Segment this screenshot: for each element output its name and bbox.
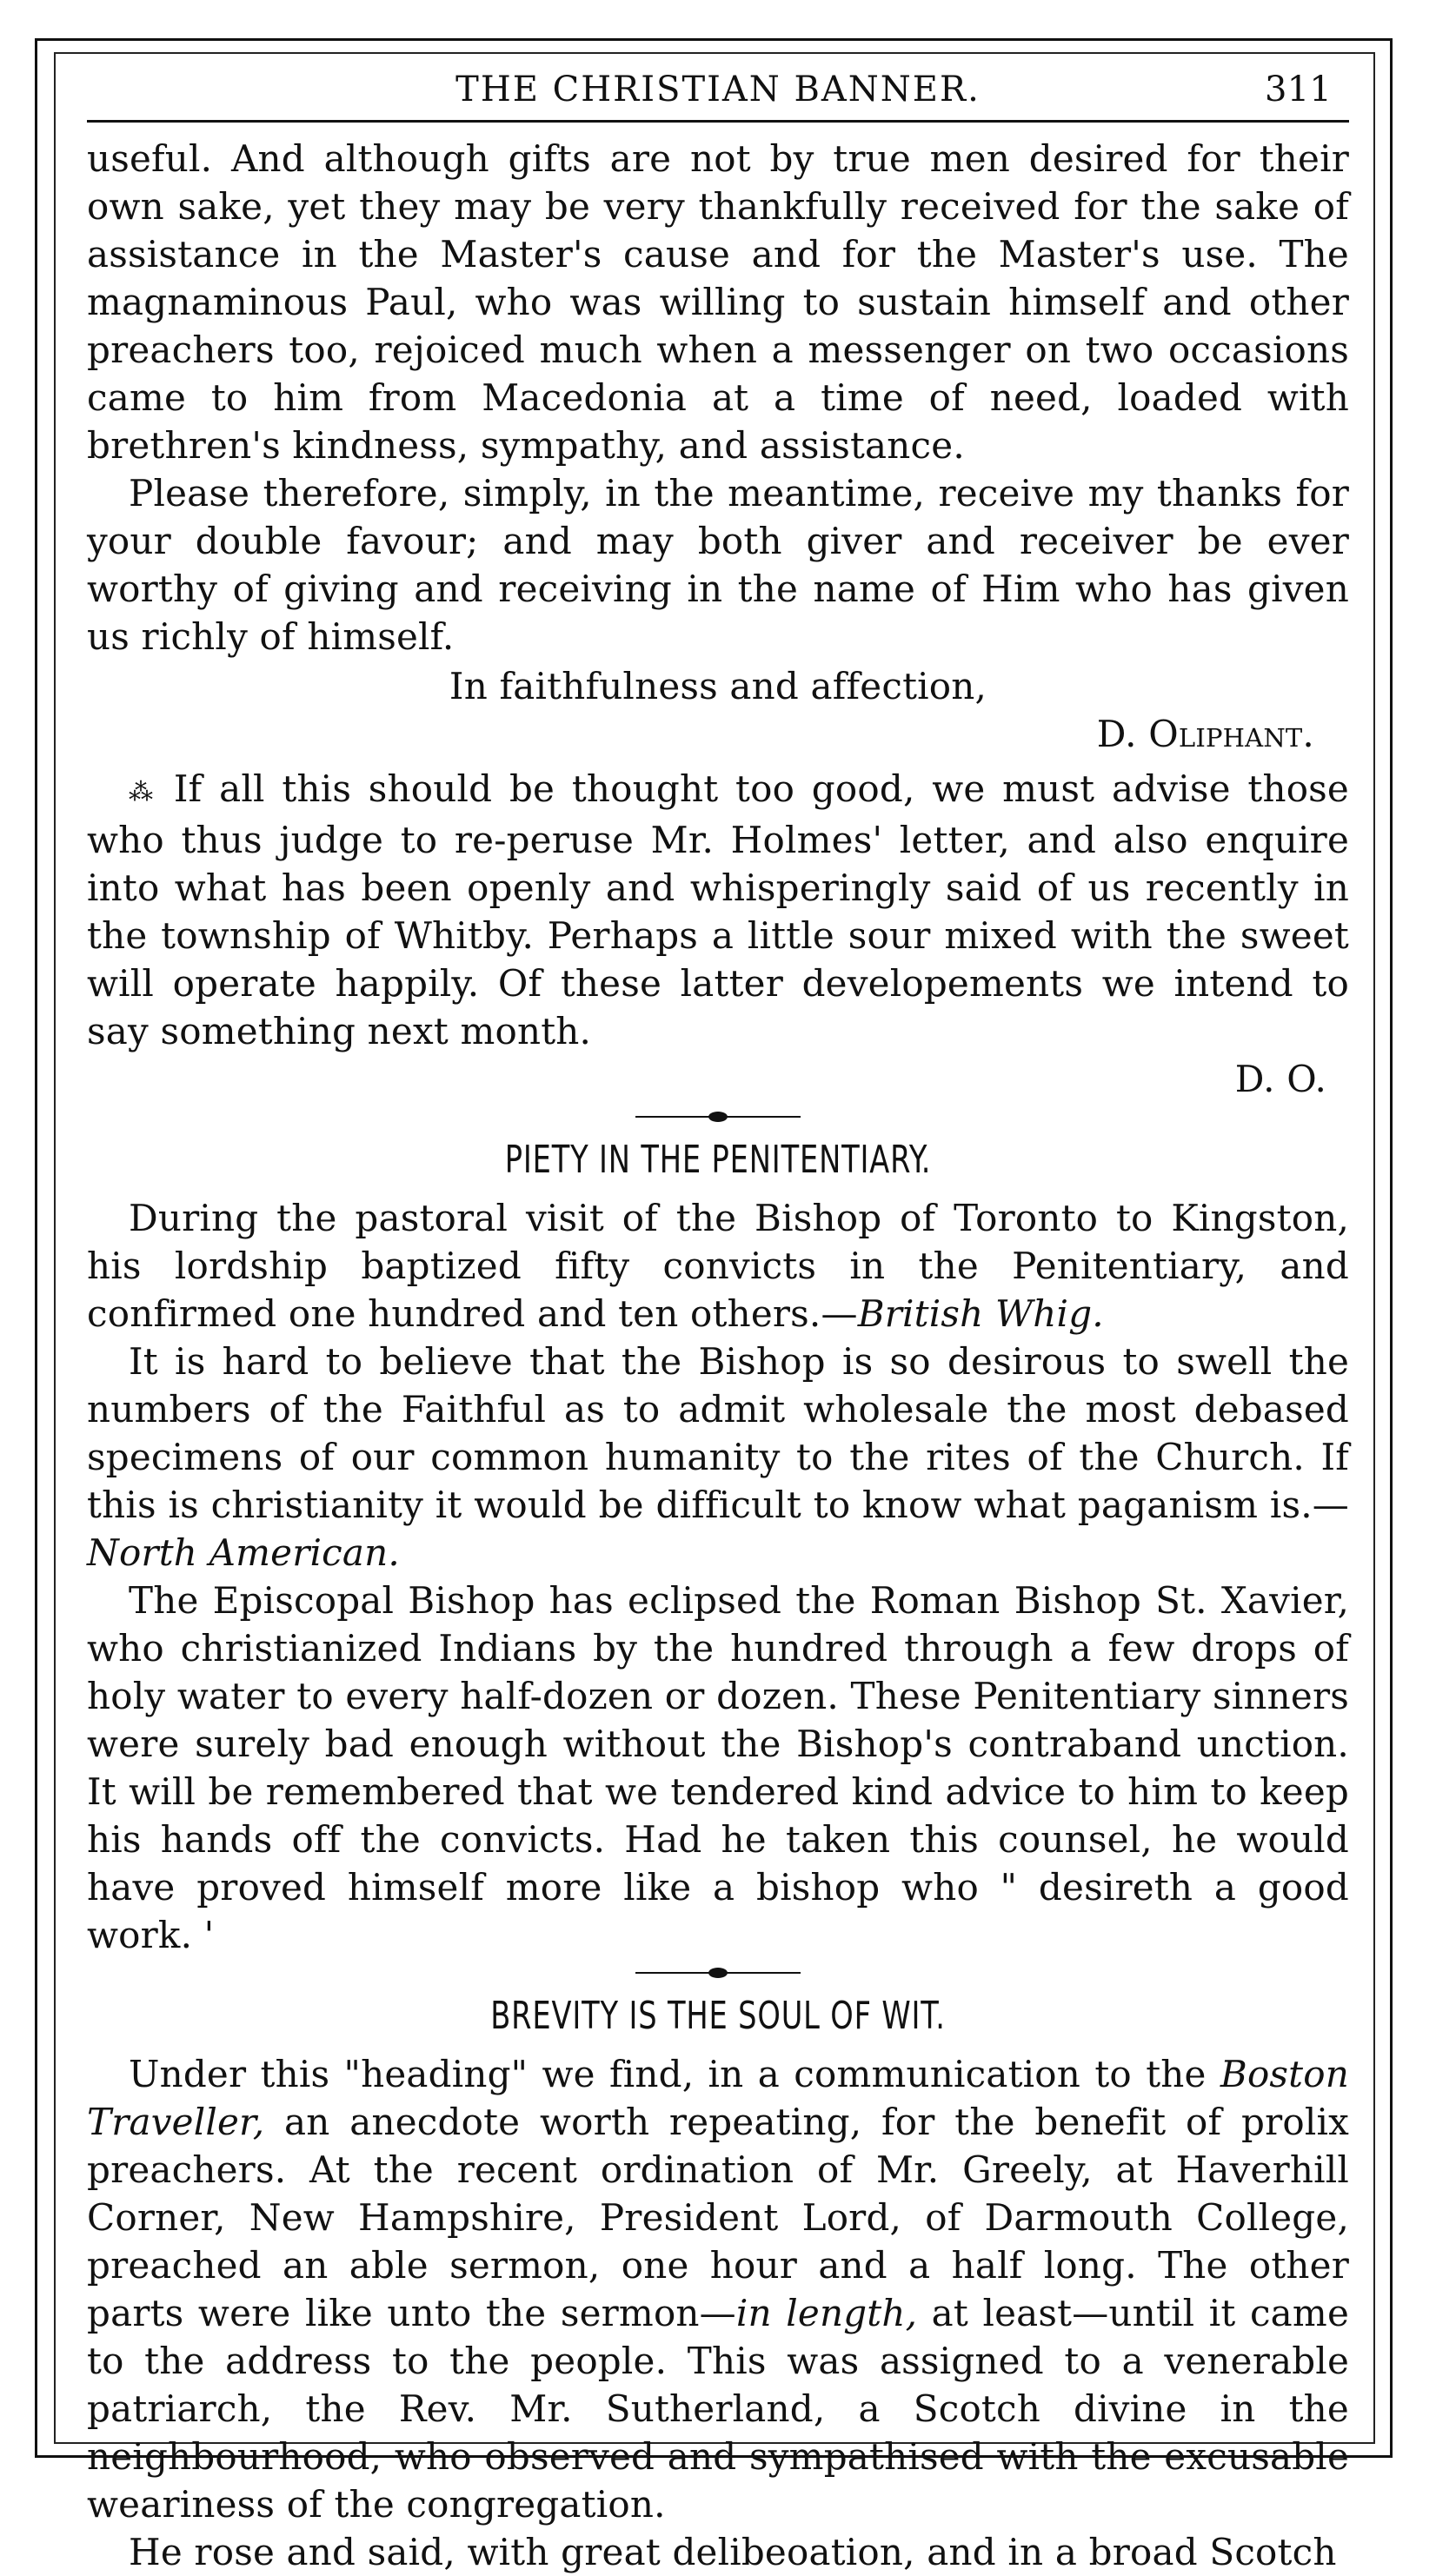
brevity-paragraph-1 xyxy=(87,2050,1349,2528)
running-head xyxy=(87,52,1349,123)
piety-p1-source: British Whig. xyxy=(857,1291,1104,1335)
piety-section-title: PIETY IN THE PENITENTIARY. xyxy=(504,1137,932,1182)
piety-p1-text: During the pastoral visit of the Bishop of Toronto to Kingston, his lordship baptized fifty convicts in the Penitentiary, and confirmed one hundred and ten others.— xyxy=(87,1196,1349,1335)
brevity-p1-a: Under this "heading" we find, in a communication to the xyxy=(129,2052,1220,2095)
brevity-p1-c: at least—until it came to the address to the people. This was assigned to a venerable patriarch, the Rev. Mr. Sutherland, a Scotch divine in the neighbourhood, who observed and sympathised with the excusable weariness of the congregation. xyxy=(87,2291,1349,2526)
piety-paragraph-1 xyxy=(87,1194,1349,1338)
section-divider-1 xyxy=(635,1110,801,1124)
journal-title: THE CHRISTIAN BANNER. xyxy=(455,70,981,110)
editor-note xyxy=(87,765,1349,1055)
page-content xyxy=(87,52,1349,2576)
brevity-paragraph-2: He rose and said, with great delibeoation, and in a broad Scotch xyxy=(129,2530,1337,2573)
section-divider-2 xyxy=(635,1966,801,1980)
piety-p2-source: North American. xyxy=(87,1530,400,1574)
piety-paragraph-2 xyxy=(87,1338,1349,1577)
editor-note-text: If all this should be thought too good, we must advise those who thus judge to re-peruse Mr. Holmes' letter, and also enquire into what has been openly and whisperingly said of us recently in the township of Whitby. Perhaps a little sour mixed with the sweet will operate happily. Of these latter developements we intend to say something next month. xyxy=(87,767,1349,1052)
brevity-newspaper-name: Boston Traveller, xyxy=(87,2052,1349,2143)
piety-p2-text: It is hard to believe that the Bishop is so desirous to swell the numbers of the Faithful as to admit wholesale the most debased specimens of our common humanity to the rites of the Church. If this is christianity it would be difficult to know what paganism is.— xyxy=(87,1339,1349,1526)
piety-paragraph-3: The Episcopal Bishop has eclipsed the Roman Bishop St. Xavier, who christianized Indians by the hundred through a few drops of holy water to every half-dozen or dozen. These Penitentiary sinners were surely bad enough without the Bishop's contraband unction. It will be remembered that we tendered kind advice to him to keep his hands off the convicts. Had he taken this counsel, he would have proved himself more like a bishop who " desireth a good work. ' xyxy=(87,1578,1349,1956)
brevity-section-title: BREVITY IS THE SOUL OF WIT. xyxy=(490,1993,946,2038)
brevity-p1-b: an anecdote worth repeating, for the benefit of prolix preachers. At the recent ordination of Mr. Greely, at Haverhill Corner, New Hampshire, President Lord, of Darmouth College, preached an able sermon, one hour and a half long. The other parts were like unto the sermon— xyxy=(87,2100,1349,2334)
brevity-emphasis: in length, xyxy=(735,2291,918,2334)
letter-paragraph-2: Please therefore, simply, in the meantime, receive my thanks for your double favour; and may both giver and receiver be ever worthy of giving and receiving in the name of Him who has given us richly of himself. xyxy=(87,472,1349,658)
asterism-mark: ⁂ xyxy=(129,777,157,807)
editor-initials: D. O. xyxy=(1234,1057,1326,1100)
letter-paragraph-1: useful. And although gifts are not by true men desired for their own sake, yet they may be very thankfully received for the sake of assistance in the Master's cause and for the Master's use. The magnaminous Paul, who was willing to sustain himself and other preachers too, rejoiced much when a messenger on two occasions came to him from Macedonia at a time of need, loaded with brethren's kindness, sympathy, and assistance. xyxy=(87,137,1349,467)
letter-signature: D. Oliphant. xyxy=(1096,713,1314,755)
page-number: 311 xyxy=(1265,70,1332,110)
letter-closing: In faithfulness and affection, xyxy=(449,665,987,707)
